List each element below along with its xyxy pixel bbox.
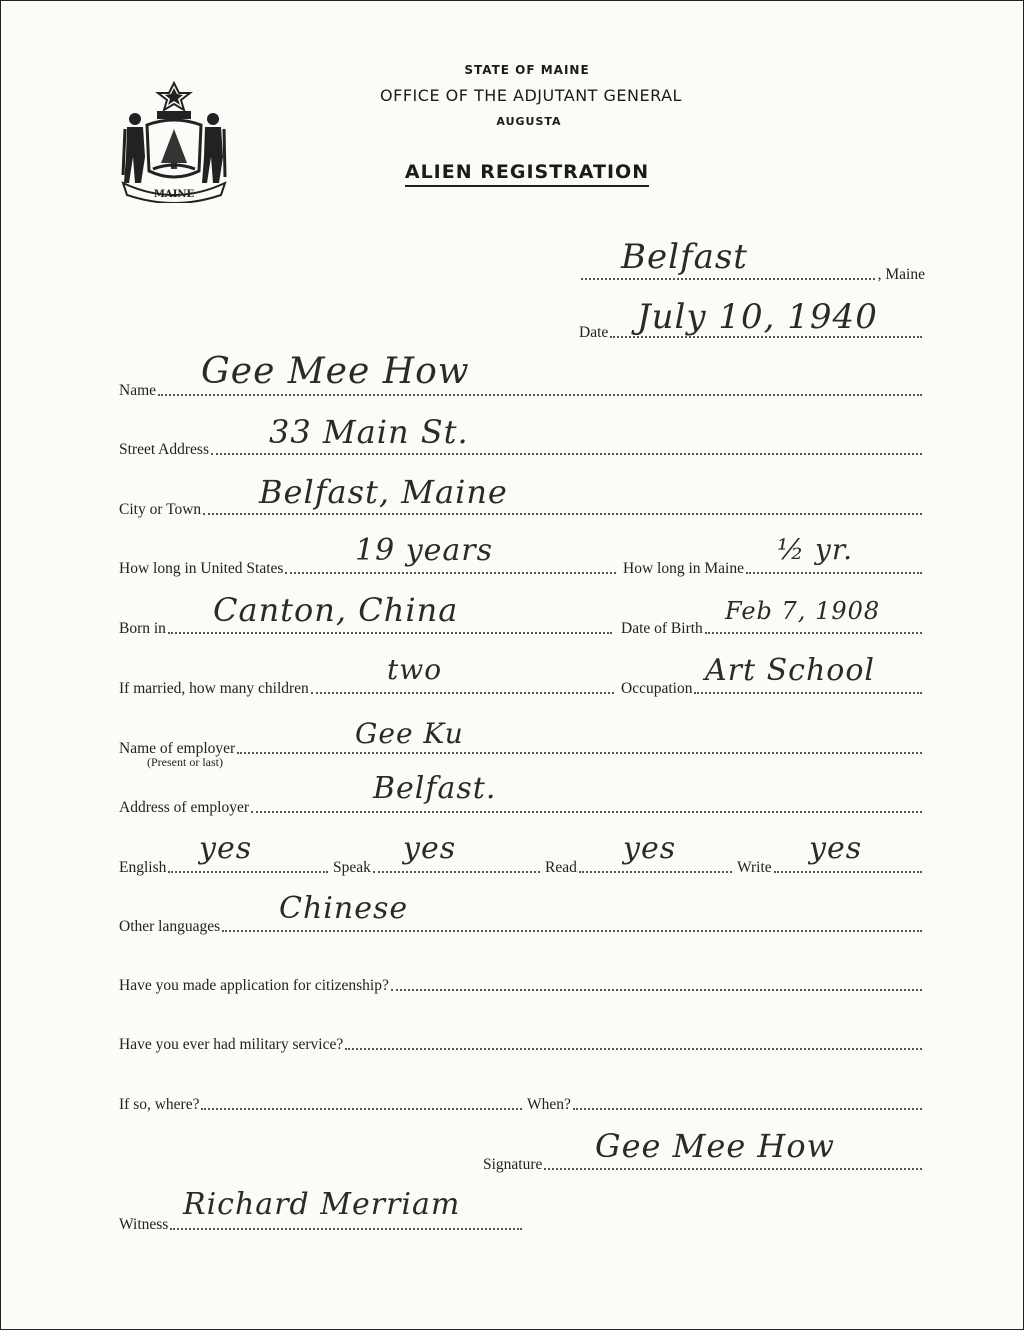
name-label: Name bbox=[119, 382, 157, 399]
state-heading: STATE OF MAINE bbox=[464, 63, 590, 77]
children-field[interactable] bbox=[311, 692, 614, 694]
street-row bbox=[119, 430, 925, 460]
speak-value: yes bbox=[403, 831, 457, 866]
born-in-value: Canton, China bbox=[213, 591, 459, 629]
witness-field[interactable] bbox=[170, 1228, 522, 1230]
employer-field[interactable] bbox=[237, 752, 922, 754]
form-title-text: ALIEN REGISTRATION bbox=[405, 161, 649, 187]
dob-label: Date of Birth bbox=[621, 620, 703, 637]
other-langs-row bbox=[119, 907, 925, 937]
how-long-me-value: ½ yr. bbox=[777, 533, 854, 566]
date-label: Date bbox=[579, 324, 609, 341]
employer-address-label: Address of employer bbox=[119, 799, 249, 816]
born-in-label: Born in bbox=[119, 620, 166, 637]
employer-address-row bbox=[119, 788, 925, 818]
children-row bbox=[119, 669, 617, 699]
name-field[interactable] bbox=[158, 394, 922, 396]
how-long-us-label: How long in United States bbox=[119, 560, 284, 577]
occupation-field[interactable] bbox=[694, 692, 922, 694]
military-label: Have you ever had military service? bbox=[119, 1036, 344, 1053]
other-langs-label: Other languages bbox=[119, 918, 221, 935]
other-langs-field[interactable] bbox=[222, 930, 922, 932]
employer-label: Name of employer bbox=[119, 740, 236, 757]
how-long-me-field[interactable] bbox=[746, 572, 922, 574]
how-long-me-row bbox=[623, 549, 925, 579]
citizenship-label: Have you made application for citizenship? bbox=[119, 977, 389, 994]
where-field[interactable] bbox=[201, 1108, 522, 1110]
military-row bbox=[119, 1025, 925, 1055]
dob-value: Feb 7, 1908 bbox=[725, 597, 881, 625]
city-heading: AUGUSTA bbox=[496, 115, 562, 128]
where-row bbox=[119, 1085, 525, 1115]
witness-label: Witness bbox=[119, 1216, 169, 1233]
military-field[interactable] bbox=[345, 1048, 922, 1050]
city-label: City or Town bbox=[119, 501, 202, 518]
born-in-field[interactable] bbox=[168, 632, 612, 634]
how-long-me-label: How long in Maine bbox=[623, 560, 744, 577]
write-field[interactable] bbox=[774, 871, 922, 873]
maine-label: , Maine bbox=[877, 266, 925, 283]
employer-address-value: Belfast. bbox=[373, 771, 497, 806]
english-value: yes bbox=[199, 831, 253, 866]
speak-field[interactable] bbox=[373, 871, 540, 873]
town-field[interactable] bbox=[581, 278, 875, 280]
employer-address-field[interactable] bbox=[251, 811, 922, 813]
employer-note: (Present or last) bbox=[147, 755, 223, 769]
citizenship-field[interactable] bbox=[391, 989, 922, 991]
how-long-us-value: 19 years bbox=[355, 533, 494, 568]
children-value: two bbox=[387, 653, 443, 686]
english-field[interactable] bbox=[168, 871, 328, 873]
date-value: July 10, 1940 bbox=[637, 297, 878, 337]
how-long-us-field[interactable] bbox=[285, 572, 616, 574]
read-label: Read bbox=[545, 859, 577, 876]
dob-field[interactable] bbox=[705, 632, 922, 634]
signature-value: Gee Mee How bbox=[595, 1127, 835, 1165]
name-value: Gee Mee How bbox=[201, 351, 470, 392]
write-value: yes bbox=[809, 831, 863, 866]
town-value: Belfast bbox=[621, 237, 748, 277]
when-row bbox=[527, 1085, 925, 1115]
city-field[interactable] bbox=[203, 513, 922, 515]
children-label: If married, how many children bbox=[119, 680, 309, 697]
when-field[interactable] bbox=[573, 1108, 922, 1110]
read-value: yes bbox=[623, 831, 677, 866]
seal-label: MAINE bbox=[153, 189, 195, 200]
employer-value: Gee Ku bbox=[355, 717, 464, 750]
occupation-value: Art School bbox=[705, 653, 875, 688]
signature-label: Signature bbox=[483, 1156, 543, 1173]
street-value: 33 Main St. bbox=[269, 413, 469, 451]
signature-field[interactable] bbox=[544, 1168, 922, 1170]
read-field[interactable] bbox=[579, 871, 732, 873]
occupation-label: Occupation bbox=[621, 680, 693, 697]
citizenship-row bbox=[119, 966, 925, 996]
when-label: When? bbox=[527, 1096, 571, 1113]
where-label: If so, where? bbox=[119, 1096, 200, 1113]
english-label: English bbox=[119, 859, 167, 876]
employer-row bbox=[119, 729, 925, 759]
city-row bbox=[119, 490, 925, 520]
speak-label: Speak bbox=[333, 859, 371, 876]
write-label: Write bbox=[737, 859, 772, 876]
street-field[interactable] bbox=[211, 453, 922, 455]
witness-value: Richard Merriam bbox=[183, 1187, 461, 1222]
city-value: Belfast, Maine bbox=[259, 473, 508, 511]
street-label: Street Address bbox=[119, 441, 209, 458]
form-title bbox=[15, 161, 1024, 183]
office-heading: OFFICE OF THE ADJUTANT GENERAL bbox=[380, 86, 682, 105]
other-langs-value: Chinese bbox=[279, 891, 409, 926]
